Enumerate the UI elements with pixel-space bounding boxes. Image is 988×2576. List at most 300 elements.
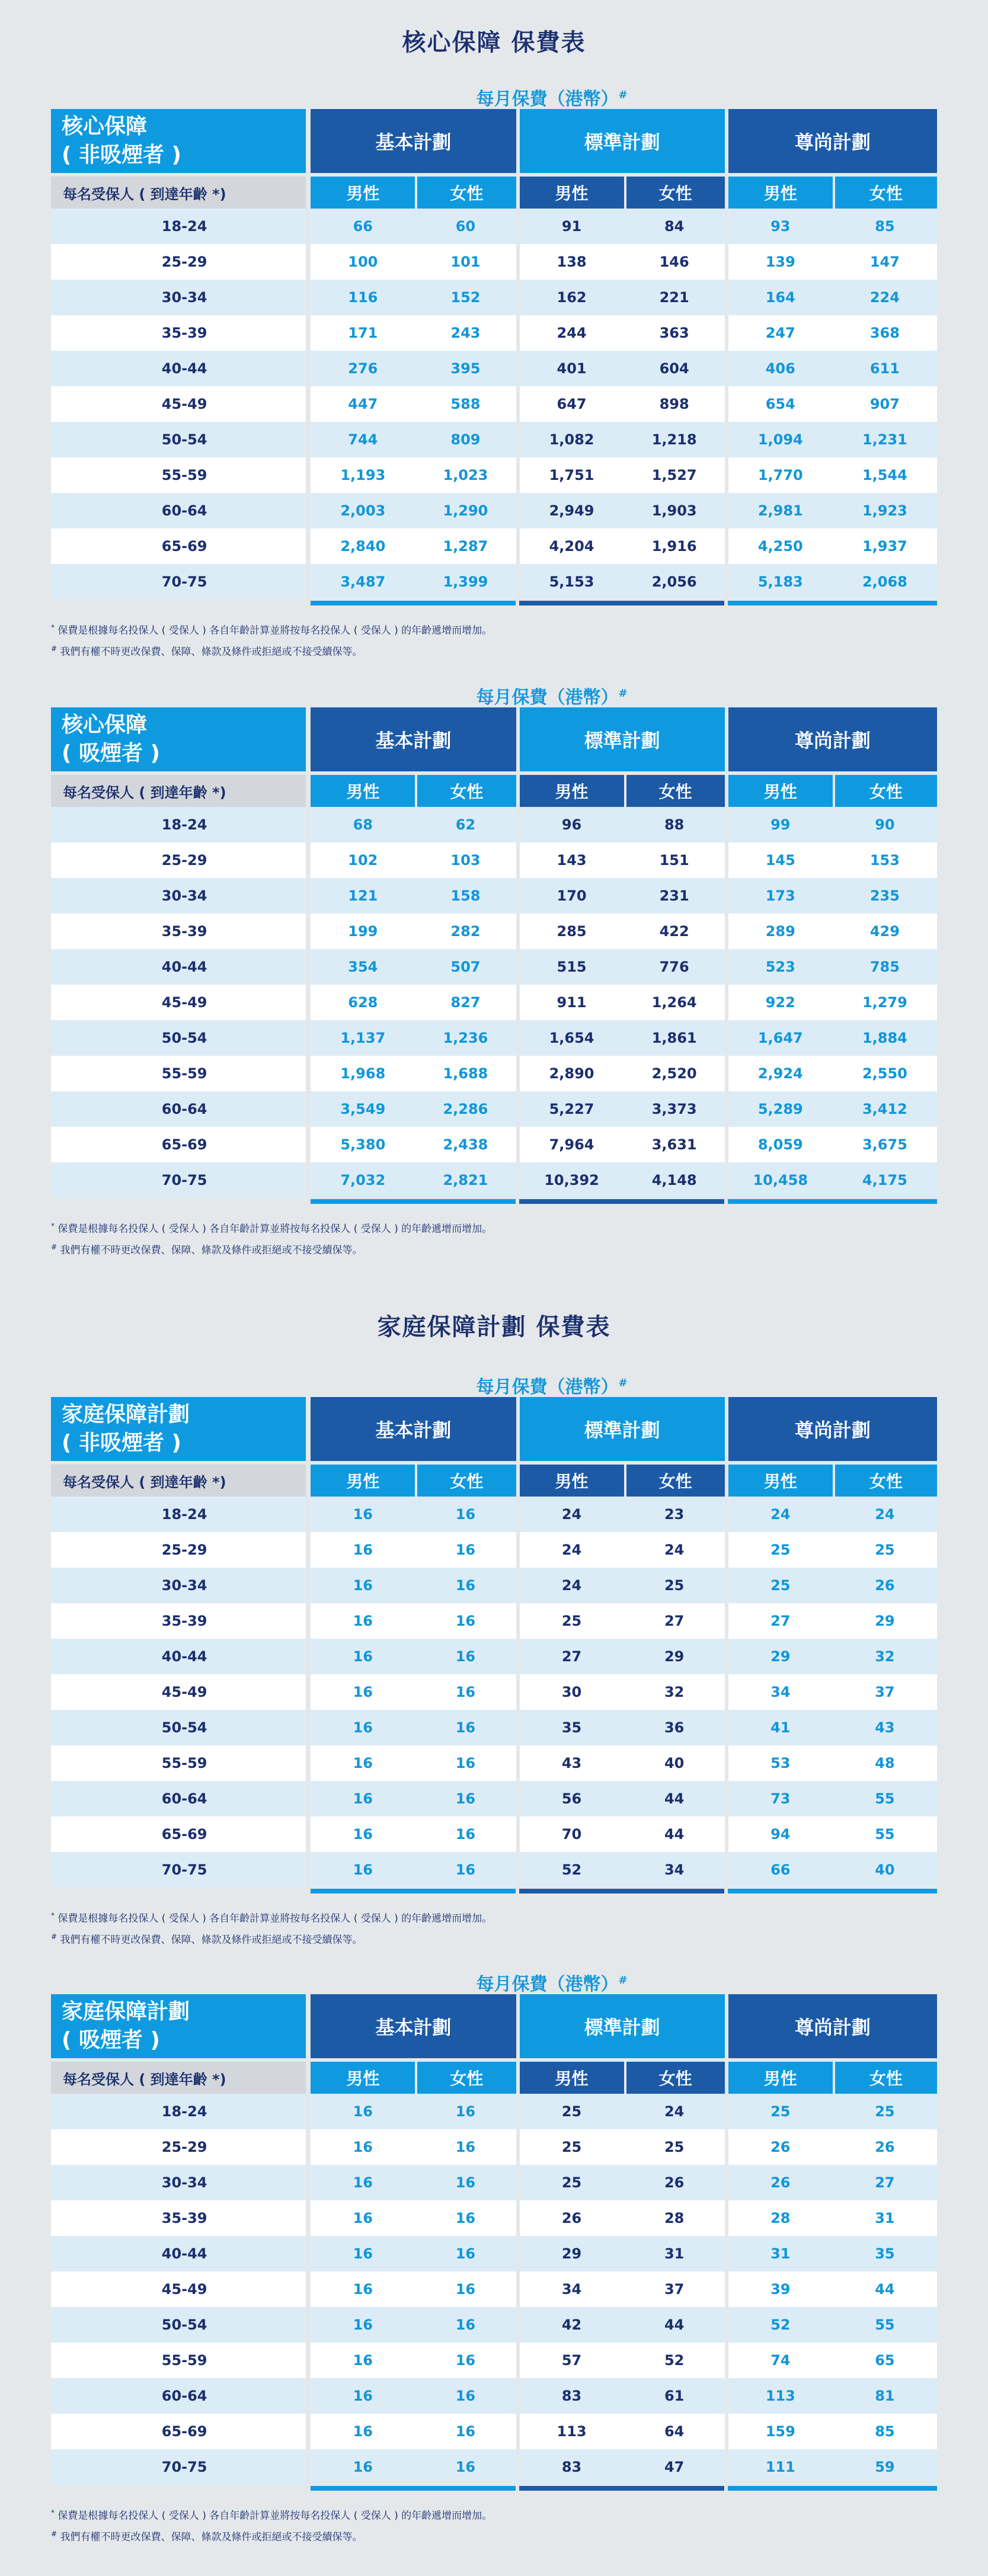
premium-value: 354 bbox=[311, 949, 415, 985]
female-header: 女性 bbox=[833, 2058, 937, 2094]
premium-value: 247 bbox=[728, 315, 833, 351]
premium-value: 16 bbox=[415, 2449, 519, 2485]
plan-basic-header: 基本計劃 bbox=[311, 109, 519, 173]
premium-value: 91 bbox=[520, 209, 624, 244]
premium-value: 10,458 bbox=[728, 1162, 833, 1198]
premium-value: 447 bbox=[311, 386, 415, 422]
premium-value: 16 bbox=[311, 1816, 415, 1852]
premium-value: 52 bbox=[624, 2343, 728, 2378]
age-column-label: 每名受保人 ( 到達年齡 *) bbox=[51, 1461, 311, 1497]
age-band: 30-34 bbox=[51, 878, 311, 914]
premium-value: 422 bbox=[624, 914, 728, 949]
premium-value: 59 bbox=[833, 2449, 937, 2485]
age-band: 18-24 bbox=[51, 807, 311, 842]
premium-value: 29 bbox=[624, 1639, 728, 1674]
premium-value: 36 bbox=[624, 1710, 728, 1745]
premium-value: 44 bbox=[833, 2271, 937, 2307]
premium-value: 16 bbox=[415, 1852, 519, 1888]
premium-value: 146 bbox=[624, 244, 728, 280]
premium-value: 2,949 bbox=[520, 493, 624, 528]
premium-value: 16 bbox=[415, 2343, 519, 2378]
premium-value: 24 bbox=[833, 1497, 937, 1532]
premium-value: 588 bbox=[415, 386, 519, 422]
premium-value: 34 bbox=[624, 1852, 728, 1888]
footnote-age: * 保費是根據每名投保人 ( 受保人 ) 各自年齡計算並將按每名投保人 ( 受保人 ) 的年齡遞增而增加。 bbox=[51, 2508, 493, 2522]
premium-value: 16 bbox=[311, 2094, 415, 2129]
premium-value: 1,193 bbox=[311, 457, 415, 493]
premium-value: 61 bbox=[624, 2378, 728, 2414]
female-header: 女性 bbox=[415, 2058, 519, 2094]
age-column-label: 每名受保人 ( 到達年齡 *) bbox=[51, 2058, 311, 2094]
premium-value: 16 bbox=[311, 2343, 415, 2378]
table-end-bar bbox=[51, 1889, 937, 1893]
age-band: 60-64 bbox=[51, 1781, 311, 1816]
section-core bbox=[51, 25, 937, 60]
premium-value: 100 bbox=[311, 244, 415, 280]
premium-value: 1,137 bbox=[311, 1020, 415, 1056]
premium-value: 60 bbox=[415, 209, 519, 244]
premium-table bbox=[51, 109, 937, 600]
footnote-rights: # 我們有權不時更改保費、保障、條款及條件或拒絕或不接受續保等。 bbox=[51, 1932, 363, 1946]
age-band: 65-69 bbox=[51, 2414, 311, 2449]
table-row bbox=[51, 949, 937, 985]
premium-value: 16 bbox=[415, 2165, 519, 2200]
premium-value: 32 bbox=[624, 1674, 728, 1710]
premium-value: 2,286 bbox=[415, 1091, 519, 1127]
female-header: 女性 bbox=[415, 771, 519, 807]
premium-value: 29 bbox=[728, 1639, 833, 1674]
premium-value: 1,903 bbox=[624, 493, 728, 528]
premium-value: 96 bbox=[520, 807, 624, 842]
footnote-rights: # 我們有權不時更改保費、保障、條款及條件或拒絕或不接受續保等。 bbox=[51, 2529, 363, 2543]
table-row bbox=[51, 457, 937, 493]
premium-value: 113 bbox=[728, 2378, 833, 2414]
premium-value: 5,183 bbox=[728, 564, 833, 600]
premium-value: 16 bbox=[415, 1816, 519, 1852]
premium-value: 90 bbox=[833, 807, 937, 842]
premium-value: 10,392 bbox=[520, 1162, 624, 1198]
age-band: 60-64 bbox=[51, 2378, 311, 2414]
age-band: 55-59 bbox=[51, 457, 311, 493]
rate-table-family-nonsmoker bbox=[51, 1370, 937, 1949]
age-column-label: 每名受保人 ( 到達年齡 *) bbox=[51, 771, 311, 807]
premium-value: 24 bbox=[520, 1568, 624, 1603]
footnote-age: * 保費是根據每名投保人 ( 受保人 ) 各自年齡計算並將按每名投保人 ( 受保人 ) 的年齡遞增而增加。 bbox=[51, 1222, 493, 1235]
age-band: 25-29 bbox=[51, 244, 311, 280]
premium-value: 2,003 bbox=[311, 493, 415, 528]
table-row bbox=[51, 914, 937, 949]
premium-value: 35 bbox=[520, 1710, 624, 1745]
age-band: 70-75 bbox=[51, 564, 311, 600]
premium-value: 153 bbox=[833, 842, 937, 878]
premium-value: 16 bbox=[415, 1497, 519, 1532]
premium-value: 1,937 bbox=[833, 528, 937, 564]
premium-value: 24 bbox=[728, 1497, 833, 1532]
premium-value: 55 bbox=[833, 2307, 937, 2343]
premium-value: 37 bbox=[624, 2271, 728, 2307]
age-band: 30-34 bbox=[51, 2165, 311, 2200]
female-header: 女性 bbox=[624, 771, 728, 807]
premium-value: 25 bbox=[728, 2094, 833, 2129]
premium-value: 395 bbox=[415, 351, 519, 386]
premium-value: 26 bbox=[833, 2129, 937, 2165]
premium-value: 744 bbox=[311, 422, 415, 457]
male-header: 男性 bbox=[728, 2058, 833, 2094]
premium-value: 44 bbox=[624, 1781, 728, 1816]
monthly-premium-label: 每月保費（港幣）# bbox=[476, 1377, 628, 1398]
premium-value: 94 bbox=[728, 1816, 833, 1852]
male-header: 男性 bbox=[311, 771, 415, 807]
rate-table-core-smoker bbox=[51, 680, 937, 1259]
premium-value: 276 bbox=[311, 351, 415, 386]
premium-value: 16 bbox=[415, 1710, 519, 1745]
premium-value: 1,647 bbox=[728, 1020, 833, 1056]
premium-value: 5,153 bbox=[520, 564, 624, 600]
premium-value: 159 bbox=[728, 2414, 833, 2449]
premium-value: 1,968 bbox=[311, 1056, 415, 1091]
table-end-bar bbox=[51, 1199, 937, 1204]
premium-value: 5,289 bbox=[728, 1091, 833, 1127]
premium-value: 25 bbox=[624, 2129, 728, 2165]
age-band: 65-69 bbox=[51, 528, 311, 564]
premium-value: 785 bbox=[833, 949, 937, 985]
premium-value: 25 bbox=[520, 1603, 624, 1639]
premium-value: 103 bbox=[415, 842, 519, 878]
table-title: 家庭保障計劃 ( 吸煙者 ) bbox=[51, 1994, 311, 2058]
premium-value: 26 bbox=[728, 2165, 833, 2200]
male-header: 男性 bbox=[520, 2058, 624, 2094]
table-row bbox=[51, 2343, 937, 2378]
table-row bbox=[51, 386, 937, 422]
age-band: 40-44 bbox=[51, 1639, 311, 1674]
premium-value: 26 bbox=[833, 1568, 937, 1603]
premium-value: 4,148 bbox=[624, 1162, 728, 1198]
plan-standard-header: 標準計劃 bbox=[520, 1994, 728, 2058]
premium-table bbox=[51, 707, 937, 1198]
premium-value: 1,399 bbox=[415, 564, 519, 600]
table-row bbox=[51, 2094, 937, 2129]
premium-value: 611 bbox=[833, 351, 937, 386]
footnotes bbox=[51, 619, 937, 661]
premium-value: 24 bbox=[624, 2094, 728, 2129]
table-row bbox=[51, 807, 937, 842]
table-row bbox=[51, 2236, 937, 2271]
table-row bbox=[51, 1162, 937, 1198]
age-band: 50-54 bbox=[51, 2307, 311, 2343]
premium-value: 151 bbox=[624, 842, 728, 878]
premium-value: 30 bbox=[520, 1674, 624, 1710]
table-row bbox=[51, 1532, 937, 1568]
premium-value: 16 bbox=[311, 1674, 415, 1710]
premium-value: 47 bbox=[624, 2449, 728, 2485]
female-header: 女性 bbox=[833, 1461, 937, 1497]
premium-value: 221 bbox=[624, 280, 728, 315]
premium-value: 24 bbox=[624, 1532, 728, 1568]
footnote-age: * 保費是根據每名投保人 ( 受保人 ) 各自年齡計算並將按每名投保人 ( 受保人 ) 的年齡遞增而增加。 bbox=[51, 1911, 493, 1925]
premium-value: 8,059 bbox=[728, 1127, 833, 1162]
age-band: 60-64 bbox=[51, 493, 311, 528]
age-column-label: 每名受保人 ( 到達年齡 *) bbox=[51, 173, 311, 209]
premium-value: 7,032 bbox=[311, 1162, 415, 1198]
male-header: 男性 bbox=[728, 771, 833, 807]
premium-value: 34 bbox=[520, 2271, 624, 2307]
premium-value: 16 bbox=[415, 1532, 519, 1568]
premium-value: 16 bbox=[415, 1568, 519, 1603]
table-end-bar bbox=[51, 2486, 937, 2491]
male-header: 男性 bbox=[728, 1461, 833, 1497]
premium-value: 16 bbox=[311, 2414, 415, 2449]
premium-value: 1,290 bbox=[415, 493, 519, 528]
premium-value: 44 bbox=[624, 2307, 728, 2343]
age-band: 45-49 bbox=[51, 985, 311, 1020]
premium-value: 27 bbox=[728, 1603, 833, 1639]
table-row bbox=[51, 422, 937, 457]
premium-value: 4,250 bbox=[728, 528, 833, 564]
monthly-premium-label: 每月保費（港幣）# bbox=[476, 1974, 628, 1995]
premium-value: 4,175 bbox=[833, 1162, 937, 1198]
premium-value: 16 bbox=[415, 2129, 519, 2165]
female-header: 女性 bbox=[624, 173, 728, 209]
table-row bbox=[51, 2129, 937, 2165]
premium-value: 25 bbox=[728, 1532, 833, 1568]
table-row bbox=[51, 244, 937, 280]
age-band: 35-39 bbox=[51, 2200, 311, 2236]
age-band: 18-24 bbox=[51, 209, 311, 244]
premium-value: 16 bbox=[311, 2378, 415, 2414]
section-family bbox=[51, 1309, 937, 1345]
plan-premium-header: 尊尚計劃 bbox=[728, 1994, 937, 2058]
premium-value: 37 bbox=[833, 1674, 937, 1710]
premium-value: 16 bbox=[311, 1710, 415, 1745]
premium-value: 898 bbox=[624, 386, 728, 422]
premium-value: 1,544 bbox=[833, 457, 937, 493]
female-header: 女性 bbox=[415, 173, 519, 209]
table-row bbox=[51, 1781, 937, 1816]
premium-value: 911 bbox=[520, 985, 624, 1020]
premium-value: 138 bbox=[520, 244, 624, 280]
premium-value: 147 bbox=[833, 244, 937, 280]
age-band: 25-29 bbox=[51, 2129, 311, 2165]
female-header: 女性 bbox=[833, 173, 937, 209]
premium-value: 368 bbox=[833, 315, 937, 351]
premium-value: 16 bbox=[311, 1745, 415, 1781]
premium-value: 66 bbox=[311, 209, 415, 244]
premium-value: 7,964 bbox=[520, 1127, 624, 1162]
age-band: 35-39 bbox=[51, 315, 311, 351]
plan-premium-header: 尊尚計劃 bbox=[728, 109, 937, 173]
premium-value: 244 bbox=[520, 315, 624, 351]
premium-value: 604 bbox=[624, 351, 728, 386]
table-row bbox=[51, 1497, 937, 1532]
premium-value: 1,094 bbox=[728, 422, 833, 457]
premium-value: 170 bbox=[520, 878, 624, 914]
plan-basic-header: 基本計劃 bbox=[311, 1994, 519, 2058]
premium-value: 55 bbox=[833, 1816, 937, 1852]
male-header: 男性 bbox=[520, 771, 624, 807]
premium-value: 1,279 bbox=[833, 985, 937, 1020]
table-row bbox=[51, 1056, 937, 1091]
male-header: 男性 bbox=[520, 173, 624, 209]
premium-value: 1,916 bbox=[624, 528, 728, 564]
premium-value: 1,218 bbox=[624, 422, 728, 457]
premium-value: 3,549 bbox=[311, 1091, 415, 1127]
premium-value: 2,821 bbox=[415, 1162, 519, 1198]
premium-value: 53 bbox=[728, 1745, 833, 1781]
premium-value: 25 bbox=[520, 2165, 624, 2200]
table-row bbox=[51, 878, 937, 914]
premium-value: 52 bbox=[520, 1852, 624, 1888]
premium-value: 152 bbox=[415, 280, 519, 315]
premium-value: 3,487 bbox=[311, 564, 415, 600]
age-band: 60-64 bbox=[51, 1091, 311, 1127]
premium-value: 2,056 bbox=[624, 564, 728, 600]
premium-value: 116 bbox=[311, 280, 415, 315]
plan-standard-header: 標準計劃 bbox=[520, 109, 728, 173]
age-band: 55-59 bbox=[51, 1056, 311, 1091]
premium-value: 16 bbox=[311, 2271, 415, 2307]
premium-value: 25 bbox=[833, 1532, 937, 1568]
rate-table-core-nonsmoker bbox=[51, 82, 937, 661]
table-row bbox=[51, 2271, 937, 2307]
plan-basic-header: 基本計劃 bbox=[311, 707, 519, 771]
premium-value: 26 bbox=[728, 2129, 833, 2165]
age-band: 25-29 bbox=[51, 1532, 311, 1568]
premium-value: 16 bbox=[311, 2307, 415, 2343]
premium-value: 57 bbox=[520, 2343, 624, 2378]
premium-value: 28 bbox=[624, 2200, 728, 2236]
male-header: 男性 bbox=[520, 1461, 624, 1497]
premium-value: 41 bbox=[728, 1710, 833, 1745]
premium-value: 243 bbox=[415, 315, 519, 351]
premium-value: 1,082 bbox=[520, 422, 624, 457]
premium-value: 35 bbox=[833, 2236, 937, 2271]
table-title: 核心保障 ( 吸煙者 ) bbox=[51, 707, 311, 771]
female-header: 女性 bbox=[833, 771, 937, 807]
premium-value: 25 bbox=[833, 2094, 937, 2129]
premium-value: 282 bbox=[415, 914, 519, 949]
premium-value: 73 bbox=[728, 1781, 833, 1816]
premium-value: 776 bbox=[624, 949, 728, 985]
premium-value: 31 bbox=[624, 2236, 728, 2271]
premium-value: 3,675 bbox=[833, 1127, 937, 1162]
premium-value: 66 bbox=[728, 1852, 833, 1888]
premium-value: 83 bbox=[520, 2449, 624, 2485]
premium-value: 16 bbox=[415, 1639, 519, 1674]
premium-value: 1,264 bbox=[624, 985, 728, 1020]
premium-value: 1,751 bbox=[520, 457, 624, 493]
premium-value: 199 bbox=[311, 914, 415, 949]
premium-value: 99 bbox=[728, 807, 833, 842]
premium-value: 507 bbox=[415, 949, 519, 985]
premium-value: 16 bbox=[311, 1852, 415, 1888]
age-band: 18-24 bbox=[51, 2094, 311, 2129]
premium-value: 74 bbox=[728, 2343, 833, 2378]
premium-value: 654 bbox=[728, 386, 833, 422]
age-band: 65-69 bbox=[51, 1127, 311, 1162]
table-row bbox=[51, 1127, 937, 1162]
table-row bbox=[51, 2449, 937, 2485]
premium-value: 25 bbox=[520, 2129, 624, 2165]
premium-value: 16 bbox=[415, 1674, 519, 1710]
premium-value: 81 bbox=[833, 2378, 937, 2414]
age-band: 50-54 bbox=[51, 1710, 311, 1745]
table-row bbox=[51, 564, 937, 600]
premium-value: 44 bbox=[624, 1816, 728, 1852]
premium-value: 145 bbox=[728, 842, 833, 878]
premium-value: 121 bbox=[311, 878, 415, 914]
premium-value: 24 bbox=[520, 1532, 624, 1568]
premium-value: 3,631 bbox=[624, 1127, 728, 1162]
age-band: 45-49 bbox=[51, 2271, 311, 2307]
premium-value: 16 bbox=[415, 2094, 519, 2129]
age-band: 50-54 bbox=[51, 1020, 311, 1056]
premium-value: 907 bbox=[833, 386, 937, 422]
age-band: 50-54 bbox=[51, 422, 311, 457]
table-title: 核心保障 ( 非吸煙者 ) bbox=[51, 109, 311, 173]
table-row bbox=[51, 2200, 937, 2236]
female-header: 女性 bbox=[415, 1461, 519, 1497]
premium-value: 922 bbox=[728, 985, 833, 1020]
premium-value: 2,890 bbox=[520, 1056, 624, 1091]
premium-value: 70 bbox=[520, 1816, 624, 1852]
table-row bbox=[51, 842, 937, 878]
premium-value: 164 bbox=[728, 280, 833, 315]
age-band: 45-49 bbox=[51, 386, 311, 422]
premium-value: 16 bbox=[311, 1497, 415, 1532]
premium-value: 16 bbox=[311, 1568, 415, 1603]
premium-value: 158 bbox=[415, 878, 519, 914]
premium-value: 25 bbox=[728, 1568, 833, 1603]
premium-value: 1,688 bbox=[415, 1056, 519, 1091]
premium-value: 101 bbox=[415, 244, 519, 280]
age-band: 35-39 bbox=[51, 914, 311, 949]
premium-value: 523 bbox=[728, 949, 833, 985]
premium-value: 235 bbox=[833, 878, 937, 914]
table-row bbox=[51, 351, 937, 386]
premium-value: 2,924 bbox=[728, 1056, 833, 1091]
premium-value: 1,884 bbox=[833, 1020, 937, 1056]
age-band: 30-34 bbox=[51, 1568, 311, 1603]
premium-value: 16 bbox=[311, 2449, 415, 2485]
age-band: 70-75 bbox=[51, 2449, 311, 2485]
premium-value: 628 bbox=[311, 985, 415, 1020]
table-row bbox=[51, 1745, 937, 1781]
age-band: 25-29 bbox=[51, 842, 311, 878]
table-row bbox=[51, 1091, 937, 1127]
premium-value: 27 bbox=[833, 2165, 937, 2200]
premium-value: 1,287 bbox=[415, 528, 519, 564]
premium-value: 1,023 bbox=[415, 457, 519, 493]
male-header: 男性 bbox=[311, 173, 415, 209]
table-row bbox=[51, 2378, 937, 2414]
premium-value: 26 bbox=[520, 2200, 624, 2236]
premium-value: 231 bbox=[624, 878, 728, 914]
footnote-rights: # 我們有權不時更改保費、保障、條款及條件或拒絕或不接受續保等。 bbox=[51, 1242, 363, 1257]
premium-value: 5,380 bbox=[311, 1127, 415, 1162]
plan-standard-header: 標準計劃 bbox=[520, 707, 728, 771]
table-row bbox=[51, 1816, 937, 1852]
premium-value: 5,227 bbox=[520, 1091, 624, 1127]
footnotes bbox=[51, 2504, 937, 2546]
premium-value: 16 bbox=[415, 2236, 519, 2271]
premium-value: 827 bbox=[415, 985, 519, 1020]
premium-value: 173 bbox=[728, 878, 833, 914]
premium-value: 85 bbox=[833, 209, 937, 244]
premium-value: 515 bbox=[520, 949, 624, 985]
premium-value: 2,550 bbox=[833, 1056, 937, 1091]
premium-value: 363 bbox=[624, 315, 728, 351]
premium-value: 52 bbox=[728, 2307, 833, 2343]
